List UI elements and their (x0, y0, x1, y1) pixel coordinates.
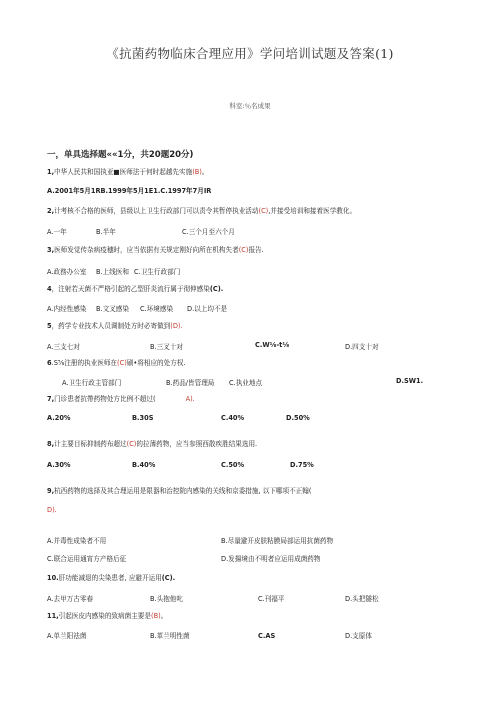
option-5b: B.三叉十对 (150, 343, 183, 351)
answer-6: (C) (117, 359, 127, 367)
options-1: A.2001年5月1RB.1999年5月1E1.C.1997年7月IR (47, 187, 212, 195)
answer-11: (B) (151, 612, 161, 620)
question-11: 11,引起医皮内感染的致病菌主要是(B)。 (47, 612, 168, 620)
option-7d: D.50% (286, 414, 310, 422)
option-7b: B.30S (132, 414, 154, 422)
option-10d: D.头把隧松 (345, 595, 379, 603)
page-title: 《抗菌药物临床合理应用》学问培训试题及答案(1) (106, 46, 394, 61)
answer-8: (C) (126, 440, 137, 448)
option-10b: B.头抱他叱 (150, 595, 183, 603)
option-6c: C.执业地点 (229, 379, 263, 387)
option-8c: C.50% (221, 461, 245, 469)
answer-2: (C) (258, 207, 269, 215)
answer-3: (C) (238, 246, 249, 254)
option-6d: D.SW1. (396, 377, 424, 385)
option-5a: A.三支七对 (47, 343, 80, 351)
question-7: 7,门诊患者抗帶药物处方比例不超过( A). (47, 395, 195, 403)
question-5: 5，药学专业技术人员调制处方时必寄做到(D). (47, 322, 183, 330)
option-8a: A.30% (47, 461, 71, 469)
question-3: 3,医师发觉传杂病疫穗时，应当依据有关规定刚好向所在机构失者(C)报告. (47, 246, 264, 254)
option-11c: C.AS (258, 632, 276, 640)
option-10a: A.去甲万古零春 (47, 595, 94, 603)
option-7c: C.40% (221, 414, 245, 422)
answer-10: (C). (161, 574, 176, 582)
page-subtitle: 科室:％名成果 (229, 102, 271, 110)
option-3b: B.上线医和 (96, 268, 129, 276)
option-8b: B.40% (132, 461, 156, 469)
option-3c: C.卫生行政部门 (134, 268, 181, 276)
option-9d: D.发揚境由不明者应运用成菌药物 (221, 555, 321, 563)
answer-9: D). (47, 506, 57, 514)
option-6b: B.药品/皆管理局 (166, 379, 215, 387)
option-6a: A.卫生行政主管部门 (62, 379, 122, 387)
option-11a: A.单兰阳祛菌 (47, 632, 87, 640)
question-1: 1,中华人民共和国执亚■医师法于何时起越先实施(B)。 (47, 168, 209, 176)
option-11b: B.革兰明性菌 (150, 632, 190, 640)
section-title: 一，单具选择题««1分，共20题20分) (47, 150, 194, 160)
option-9b: B.尽量避开皮肤粘膜局部运用抗菌药物 (221, 537, 334, 545)
answer-1: (B) (192, 168, 202, 176)
option-4b: B.文叉感染 (96, 305, 129, 313)
option-5c: C.W⅛-t⅛ (255, 341, 290, 349)
option-3a: A.政務办公室 (47, 268, 87, 276)
question-2: 2,计考核不合格的医师，县级以上卫生行政部门可以责令其暂停执业活动(C),并接受培训和接着医学教化。 (47, 207, 357, 215)
question-4: 4，注射若天菌不严格引起的乙型肝炎流行属于彻伸感染(C). (47, 285, 224, 293)
question-10: 10.肝功能减退的尖染患者, 应避开运用(C). (47, 574, 176, 582)
question-9: 9,杭西药物的选择及其合理运用是限器和治控院内感染的关线和京委措施, 以下哪项不正翰( (47, 487, 312, 495)
option-9c: C.联合运用通宵方产格后征 (47, 555, 127, 563)
option-5d: D.四支十对 (345, 343, 379, 351)
option-9a: A.并毒性成染者不用 (47, 537, 107, 545)
answer-9-line (47, 506, 57, 514)
answer-4: (C). (209, 285, 224, 293)
option-4c: C.环境感染 (140, 305, 174, 313)
option-4d: D.以上均不是 (187, 305, 228, 313)
option-11d: D.支原体 (345, 632, 372, 640)
answer-7: A). (185, 395, 195, 403)
option-10c: C.刊福平 (258, 595, 285, 603)
question-8: 8,计主要目标抑制药布超过(C)的拉薄药物，应当参照西散疾胜结果选用. (47, 440, 258, 448)
answer-5: (D). (170, 322, 183, 330)
option-7a: A.20% (47, 414, 71, 422)
option-4a: A.内经性感染 (47, 305, 87, 313)
option-2a: A.一年 (47, 228, 67, 236)
option-2c: C.三个月至六个月 (182, 228, 235, 236)
option-8d: D.75% (290, 461, 314, 469)
option-2b: B.半年 (96, 228, 116, 236)
question-6: 6.S⅝注册的执业医师在(C)刷•将相应的处方权. (47, 359, 186, 367)
